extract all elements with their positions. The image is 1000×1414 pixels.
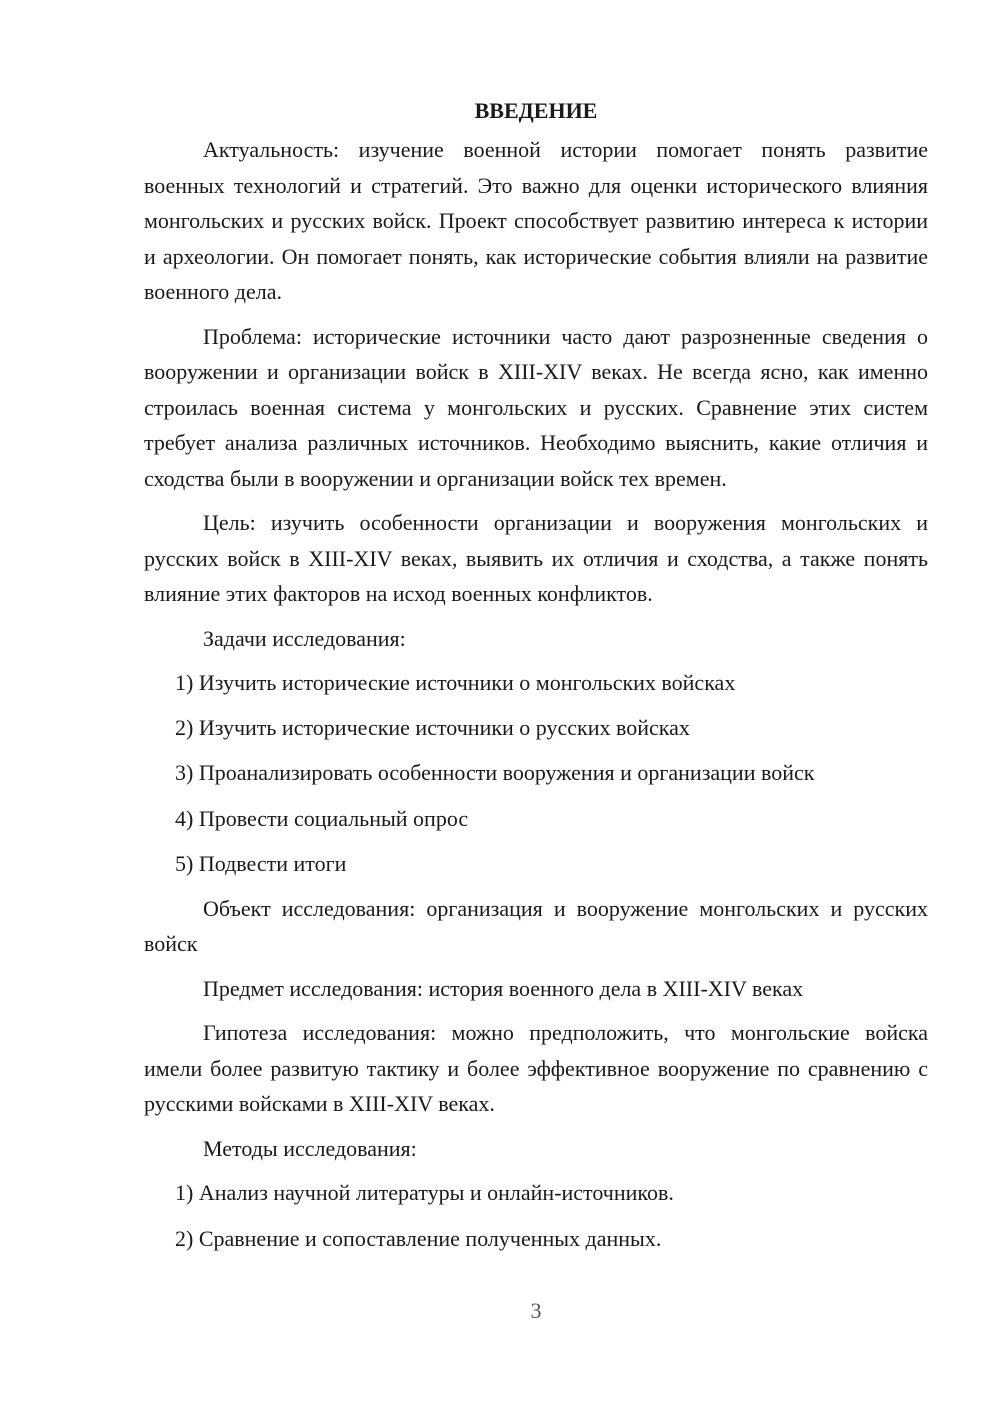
section-title: ВВЕДЕНИЕ [474,98,598,123]
task-item: 2) Изучить исторические источники о русских войсках [175,715,690,741]
hypothesis-paragraph: Гипотеза исследования: можно предположить, что монгольские войска имели более развитую тактику и более эффективное вооружение по сравнению с русскими войсками в XIII-XIV веках. [144,1020,928,1117]
object-paragraph: Объект исследования: организация и вооружение монгольских и русских войск [144,895,928,957]
methods-list [144,1175,928,1256]
method-item: 2) Сравнение и сопоставление полученных данных. [175,1225,662,1251]
document-page [144,94,928,1266]
task-item: 3) Проанализировать особенности вооружения и организации войск [175,760,815,786]
task-item: 1) Изучить исторические источники о монгольских войсках [175,670,736,695]
tasks-list [144,665,928,881]
page-number: 3 [530,1298,542,1323]
subject-paragraph: Предмет исследования: история военного дела в XIII-XIV веках [203,975,804,1001]
tasks-heading: Задачи исследования: [203,625,406,651]
problem-paragraph: Проблема: исторические источники часто дают разрозненные сведения о вооружении и организации войск в XIII-XIV веках. Не всегда ясно, как именно строилась военная система у монгольских и русских. Сравнение этих систем требует анализа различных источников. Необходимо выяснить, какие отличия и сходства были в вооружении и организации войск тех времен. [144,323,928,491]
goal-paragraph: Цель: изучить особенности организации и вооружения монгольских и русских войск в XIII-XIV веках, выявить их отличия и сходства, а также понять влияние этих факторов на исход военных конфликтов. [144,510,928,606]
task-item: 4) Провести социальный опрос [175,805,469,831]
task-item: 5) Подвести итоги [175,850,347,876]
methods-heading: Методы исследования: [203,1135,417,1161]
relevance-paragraph: Актуальность: изучение военной истории помогает понять развитие военных технологий и стратегий. Это важно для оценки исторического влияния монгольских и русских войск. Проект способствует развитию интереса к истории и археологии. Он помогает понять, как исторические события влияли на развитие военного дела. [144,137,928,304]
method-item: 1) Анализ научной литературы и онлайн-источников. [175,1180,674,1206]
